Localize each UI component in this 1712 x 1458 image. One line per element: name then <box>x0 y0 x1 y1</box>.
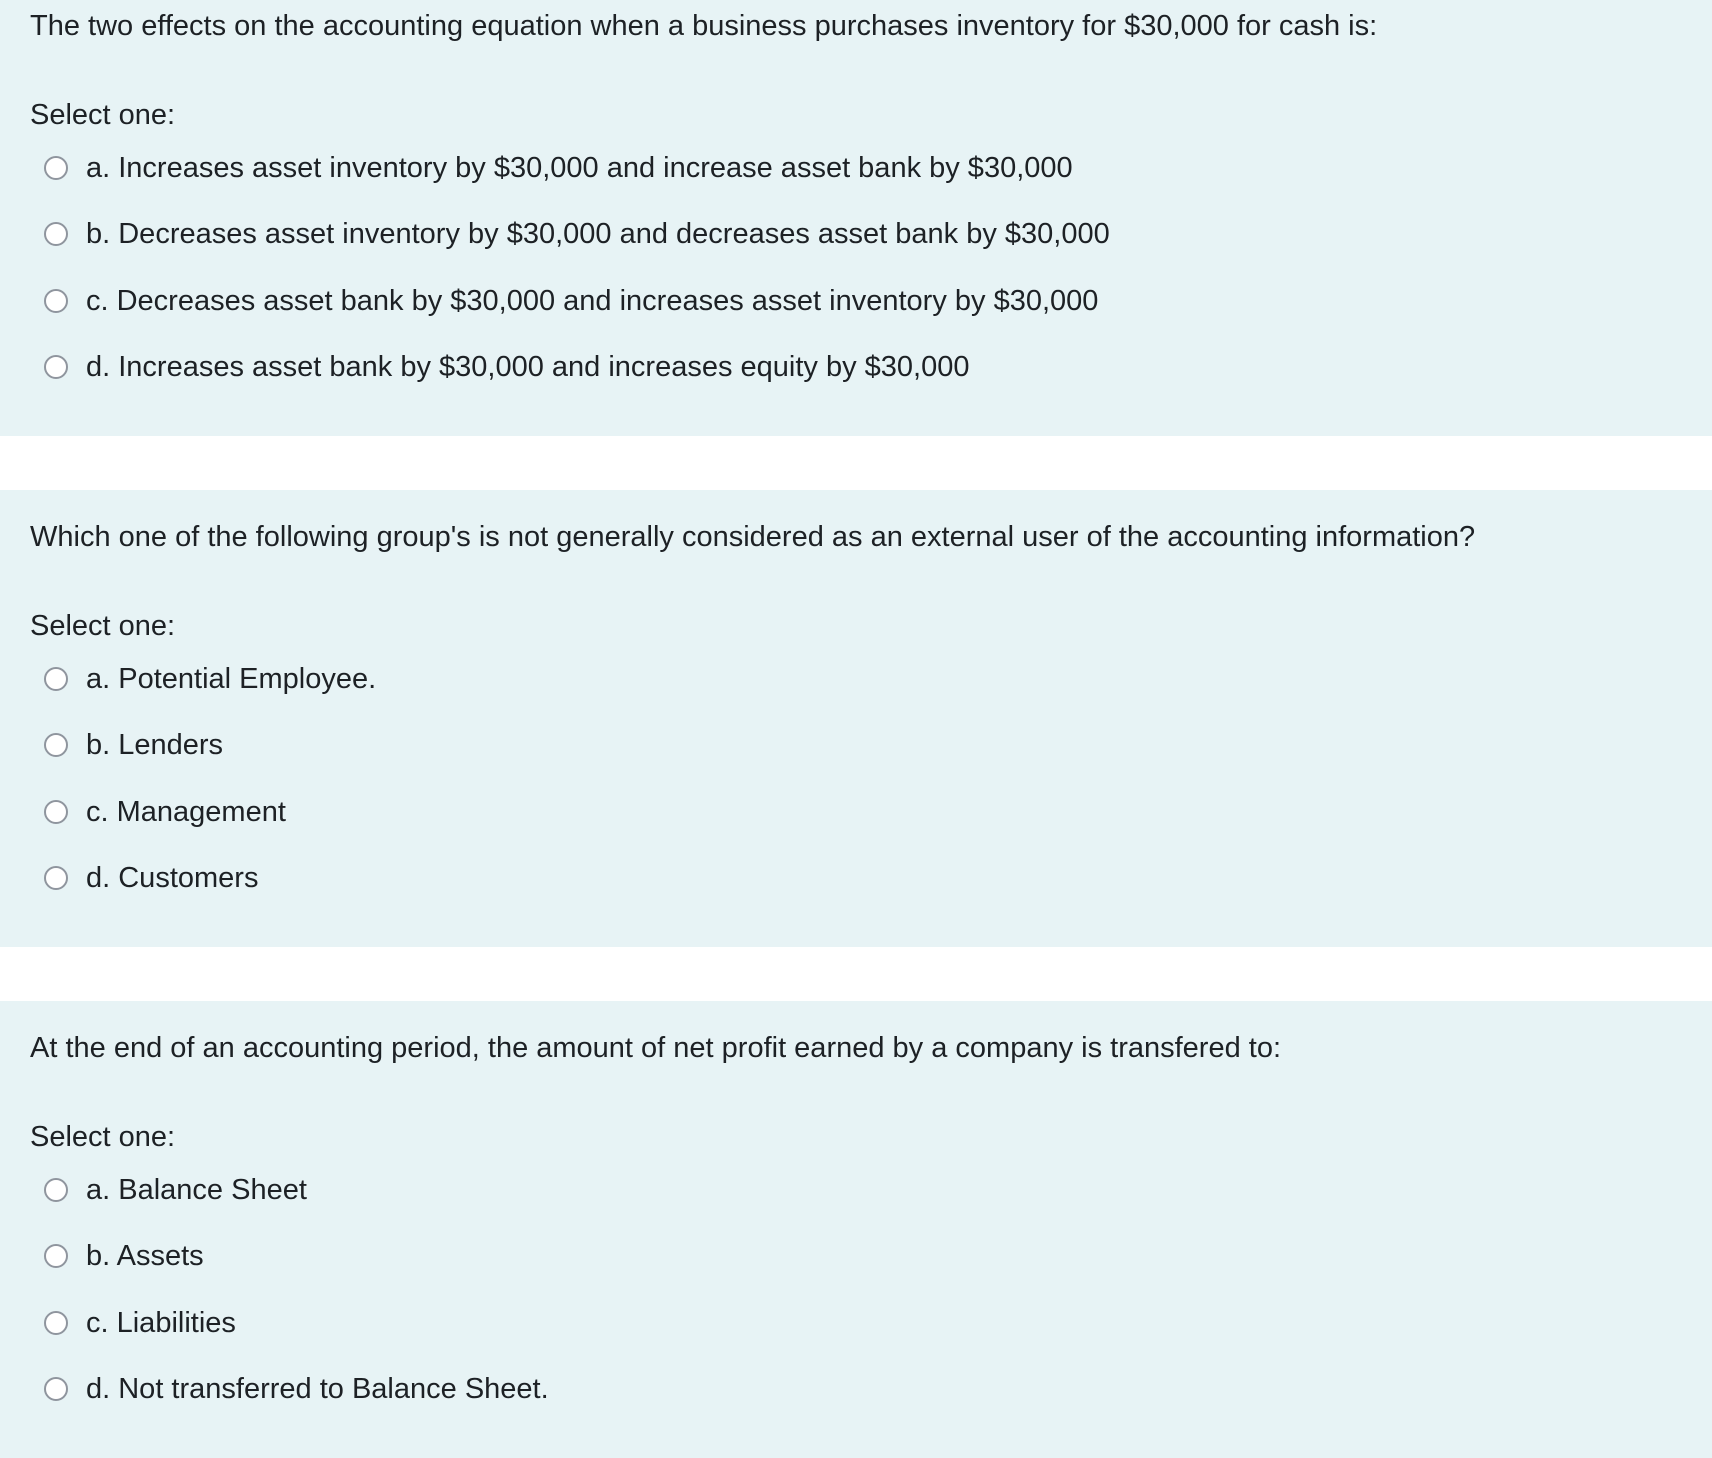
question-1-option-c[interactable] <box>44 281 1098 321</box>
option-label[interactable]: c. Management <box>86 796 286 828</box>
question-3-prompt: Select one: <box>30 1121 176 1153</box>
radio-button[interactable] <box>44 1311 68 1335</box>
option-label[interactable]: a. Potential Employee. <box>86 663 377 695</box>
option-label[interactable]: c. Liabilities <box>86 1307 236 1339</box>
option-label[interactable]: d. Not transferred to Balance Sheet. <box>86 1373 549 1405</box>
radio-button[interactable] <box>44 800 68 824</box>
radio-button[interactable] <box>44 222 68 246</box>
option-label[interactable]: d. Customers <box>86 862 259 894</box>
question-3-option-c[interactable] <box>44 1303 236 1343</box>
question-2-option-d[interactable] <box>44 858 258 898</box>
question-2-option-b[interactable] <box>44 725 223 765</box>
radio-button[interactable] <box>44 1178 68 1202</box>
question-2-text: Which one of the following group's is not generally considered as an external user of the accounting information? <box>30 521 1476 553</box>
question-1-option-d[interactable] <box>44 347 969 387</box>
question-3-option-b[interactable] <box>44 1236 204 1276</box>
radio-button[interactable] <box>44 1244 68 1268</box>
option-label[interactable]: b. Lenders <box>86 729 224 761</box>
question-3 <box>0 1001 1712 1458</box>
question-2-prompt: Select one: <box>30 610 176 642</box>
radio-button[interactable] <box>44 289 68 313</box>
option-label[interactable]: a. Balance Sheet <box>86 1174 307 1206</box>
option-label[interactable]: b. Decreases asset inventory by $30,000 and decreases asset bank by $30,000 <box>86 218 1110 250</box>
radio-button[interactable] <box>44 1377 68 1401</box>
option-label[interactable]: d. Increases asset bank by $30,000 and increases equity by $30,000 <box>86 351 970 383</box>
question-1-prompt: Select one: <box>30 99 176 131</box>
question-1-option-b[interactable] <box>44 214 1110 254</box>
question-3-option-a[interactable] <box>44 1170 307 1210</box>
question-1-text: The two effects on the accounting equation when a business purchases inventory for $30,000 for cash is: <box>30 10 1378 42</box>
radio-button[interactable] <box>44 733 68 757</box>
question-1 <box>0 0 1712 436</box>
option-label[interactable]: b. Assets <box>86 1240 204 1272</box>
question-2 <box>0 490 1712 947</box>
radio-button[interactable] <box>44 866 68 890</box>
question-3-text: At the end of an accounting period, the amount of net profit earned by a company is transfered to: <box>30 1032 1282 1064</box>
question-2-option-c[interactable] <box>44 792 286 832</box>
option-label[interactable]: a. Increases asset inventory by $30,000 and increase asset bank by $30,000 <box>86 152 1073 184</box>
question-3-option-d[interactable] <box>44 1369 549 1409</box>
radio-button[interactable] <box>44 667 68 691</box>
radio-button[interactable] <box>44 355 68 379</box>
option-label[interactable]: c. Decreases asset bank by $30,000 and increases asset inventory by $30,000 <box>86 285 1099 317</box>
question-1-option-a[interactable] <box>44 148 1073 188</box>
radio-button[interactable] <box>44 156 68 180</box>
question-2-option-a[interactable] <box>44 659 376 699</box>
